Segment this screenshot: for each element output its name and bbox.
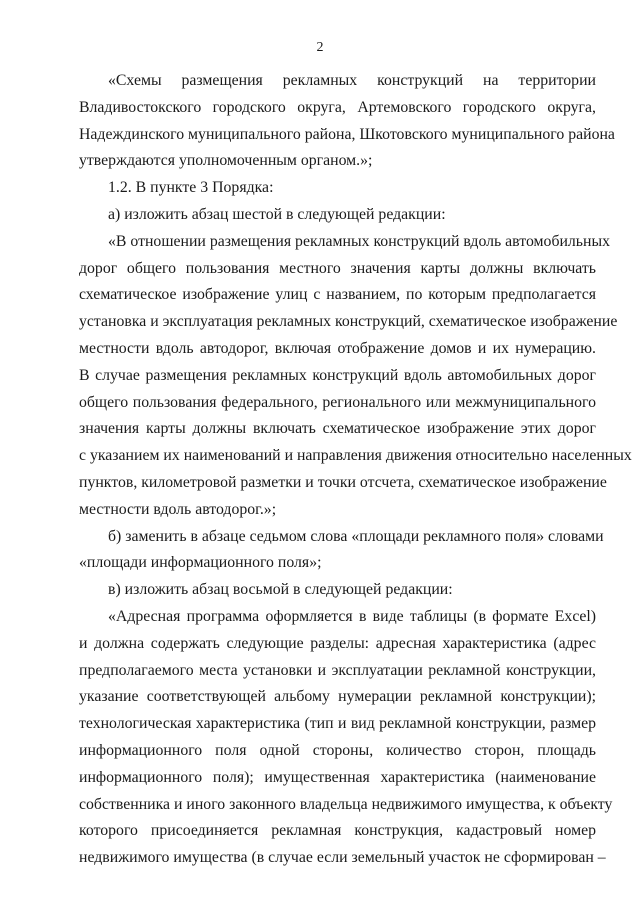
text-line: 1.2. В пункте 3 Порядка:	[108, 179, 274, 197]
text-line: предполагаемого места установки и эксплуатации рекламной конструкции,	[79, 661, 596, 679]
document-body	[79, 68, 632, 872]
text-line: значения карты должны включать схематическое изображение этих дорог	[79, 420, 596, 438]
text-line: В случае размещения рекламных конструкций вдоль автомобильных дорог	[79, 366, 596, 384]
text-line: местности вдоль автодорог.»;	[79, 500, 277, 518]
text-line: указание соответствующей альбому нумерации рекламной конструкции);	[79, 688, 596, 706]
text-line: Надеждинского муниципального района, Шкотовского муниципального района	[79, 125, 615, 143]
text-line: недвижимого имущества (в случае если земельный участок не сформирован –	[79, 849, 606, 867]
text-line: б) заменить в абзаце седьмом слова «площади рекламного поля» словами	[108, 527, 604, 545]
text-line: схематическое изображение улиц с названием, по которым предполагается	[79, 286, 596, 304]
page-number: 2	[316, 40, 324, 55]
text-line: общего пользования федерального, регионального или межмуниципального	[79, 393, 596, 411]
text-line: «площади информационного поля»;	[79, 554, 322, 572]
text-line: с указанием их наименований и направления движения относительно населенных	[79, 447, 632, 465]
text-line: пунктов, километровой разметки и точки отсчета, схематическое изображение	[79, 473, 607, 491]
text-line: местности вдоль автодорог, включая отображение домов и их нумерацию.	[79, 339, 596, 357]
text-line: в) изложить абзац восьмой в следующей редакции:	[108, 581, 453, 599]
text-line: Владивостокского городского округа, Артемовского городского округа,	[79, 98, 596, 116]
text-line: «Схемы размещения рекламных конструкций на территории	[108, 72, 596, 89]
text-line: «В отношении размещения рекламных конструкций вдоль автомобильных	[108, 232, 610, 250]
text-line: утверждаются уполномоченным органом.»;	[79, 152, 373, 170]
text-line: информационного поля); имущественная характеристика (наименование	[79, 768, 596, 786]
text-line: которого присоединяется рекламная конструкция, кадастровый номер	[79, 822, 596, 840]
text-line: а) изложить абзац шестой в следующей редакции:	[108, 205, 446, 223]
text-line: и должна содержать следующие разделы: адресная характеристика (адрес	[79, 634, 596, 652]
text-line: информационного поля одной стороны, количество сторон, площадь	[79, 741, 596, 759]
text-line: установка и эксплуатация рекламных конструкций, схематическое изображение	[79, 313, 618, 331]
text-line: дорог общего пользования местного значения карты должны включать	[79, 259, 596, 277]
text-line: «Адресная программа оформляется в виде таблицы (в формате Excel)	[108, 607, 596, 625]
text-line: собственника и иного законного владельца недвижимого имущества, к объекту	[79, 795, 613, 813]
text-line: технологическая характеристика (тип и вид рекламной конструкции, размер	[79, 715, 596, 733]
